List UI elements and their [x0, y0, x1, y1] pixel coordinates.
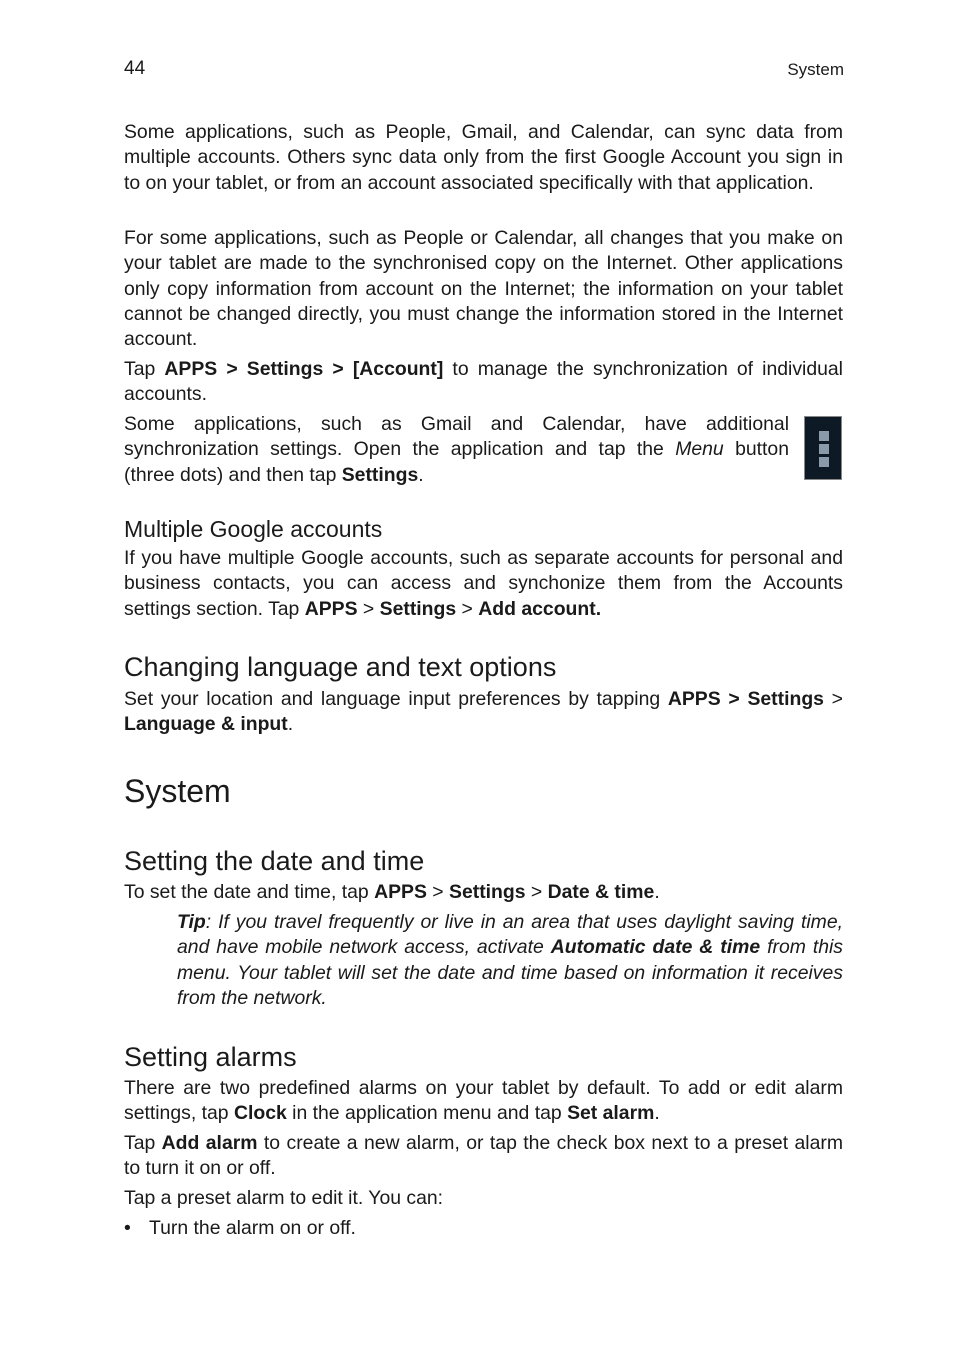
apps-label: APPS: [304, 597, 358, 620]
settings-path: APPS > Settings > [Account]: [164, 358, 444, 380]
menu-dot: [819, 457, 829, 467]
add-account-label: Add account.: [478, 597, 602, 620]
text: >: [525, 881, 548, 903]
sync-paragraph-4: [124, 412, 789, 488]
bullet-item: Turn the alarm on or off.: [149, 1217, 356, 1239]
text: to create a new alarm, or tap the check box next to a preset alarm to turn it on or off.: [124, 1132, 843, 1180]
google-accounts-paragraph: [124, 546, 843, 622]
menu-label: Menu: [675, 438, 724, 461]
text: Set your location and language input preferences by tapping: [124, 688, 668, 710]
text: .: [654, 881, 660, 903]
text: >: [823, 688, 844, 710]
set-alarm-label: Set alarm: [567, 1102, 655, 1125]
text: >: [456, 597, 479, 620]
text: Tap: [124, 1132, 162, 1154]
clock-label: Clock: [233, 1102, 287, 1125]
settings-label: Settings: [449, 881, 526, 903]
text: in the application menu and tap: [286, 1102, 568, 1125]
text: >: [357, 597, 380, 620]
sync-paragraph-3: [124, 357, 843, 408]
tip-paragraph: [177, 910, 843, 1011]
menu-dot: [819, 444, 829, 454]
menu-dot: [819, 431, 829, 441]
settings-label: Settings: [341, 463, 419, 486]
text: .: [418, 463, 424, 486]
text: .: [654, 1102, 660, 1125]
bullet-marker: •: [124, 1217, 131, 1239]
text: Some applications, such as Gmail and Calendar, have additional synchronization settings. Open the application and tap the: [124, 413, 789, 461]
page-number: 44: [124, 58, 146, 79]
language-input-label: Language & input: [124, 713, 288, 736]
language-paragraph: [124, 687, 843, 738]
heading-setting-alarms: Setting alarms: [124, 1042, 297, 1072]
text: from this menu. Your tablet will set the date and time based on information it receives from the network.: [177, 936, 844, 1009]
alarms-paragraph-3: Tap a preset alarm to edit it. You can:: [124, 1187, 444, 1209]
text: >: [426, 881, 450, 903]
sync-paragraph-2: For some applications, such as People or Calendar, all changes that you make on your tablet are made to the synchronised copy on the Internet. Other applications only copy information from account on the Internet; the information on your tablet cannot be changed directly, you must change the information stored in the Internet account.: [124, 227, 843, 351]
text: .: [287, 713, 294, 736]
date-time-paragraph: [124, 880, 843, 905]
date-time-label: Date & time: [547, 881, 655, 903]
text: To set the date and time, tap: [124, 881, 375, 903]
heading-changing-language: Changing language and text options: [124, 652, 557, 682]
text: : If you travel frequently or live in an area that uses daylight saving time, and have mobile network access, activate: [177, 911, 843, 959]
text: There are two predefined alarms on your tablet by default. To add or edit alarm settings, tap: [124, 1077, 843, 1125]
apps-label: APPS: [374, 881, 427, 903]
settings-label: Settings: [379, 597, 457, 620]
alarms-paragraph-2: [124, 1131, 843, 1182]
text: If you have multiple Google accounts, such as separate accounts for personal and business contacts, you can access and synchonize them from the Accounts settings section. Tap: [124, 547, 843, 620]
automatic-date-time-label: Automatic date & time: [550, 936, 761, 959]
running-header: System: [787, 60, 844, 79]
text: Tap: [124, 358, 165, 380]
heading-setting-date-time: Setting the date and time: [124, 846, 425, 876]
alarms-paragraph-1: [124, 1076, 843, 1127]
settings-path: APPS > Settings: [667, 688, 824, 710]
tip-label: Tip: [177, 911, 206, 933]
heading-system: System: [124, 773, 231, 809]
text: button (three dots) and then tap: [124, 438, 789, 486]
text: to manage the synchronization of individual accounts.: [124, 358, 843, 406]
add-alarm-label: Add alarm: [161, 1132, 258, 1154]
heading-multiple-google-accounts: Multiple Google accounts: [124, 516, 383, 542]
menu-three-dots-icon: [804, 416, 842, 480]
sync-paragraph-1: Some applications, such as People, Gmail, and Calendar, can sync data from multiple accounts. Others sync data only from the first Google Account you sign in to on your tablet, or from an account associated specifically with that application.: [124, 121, 843, 194]
